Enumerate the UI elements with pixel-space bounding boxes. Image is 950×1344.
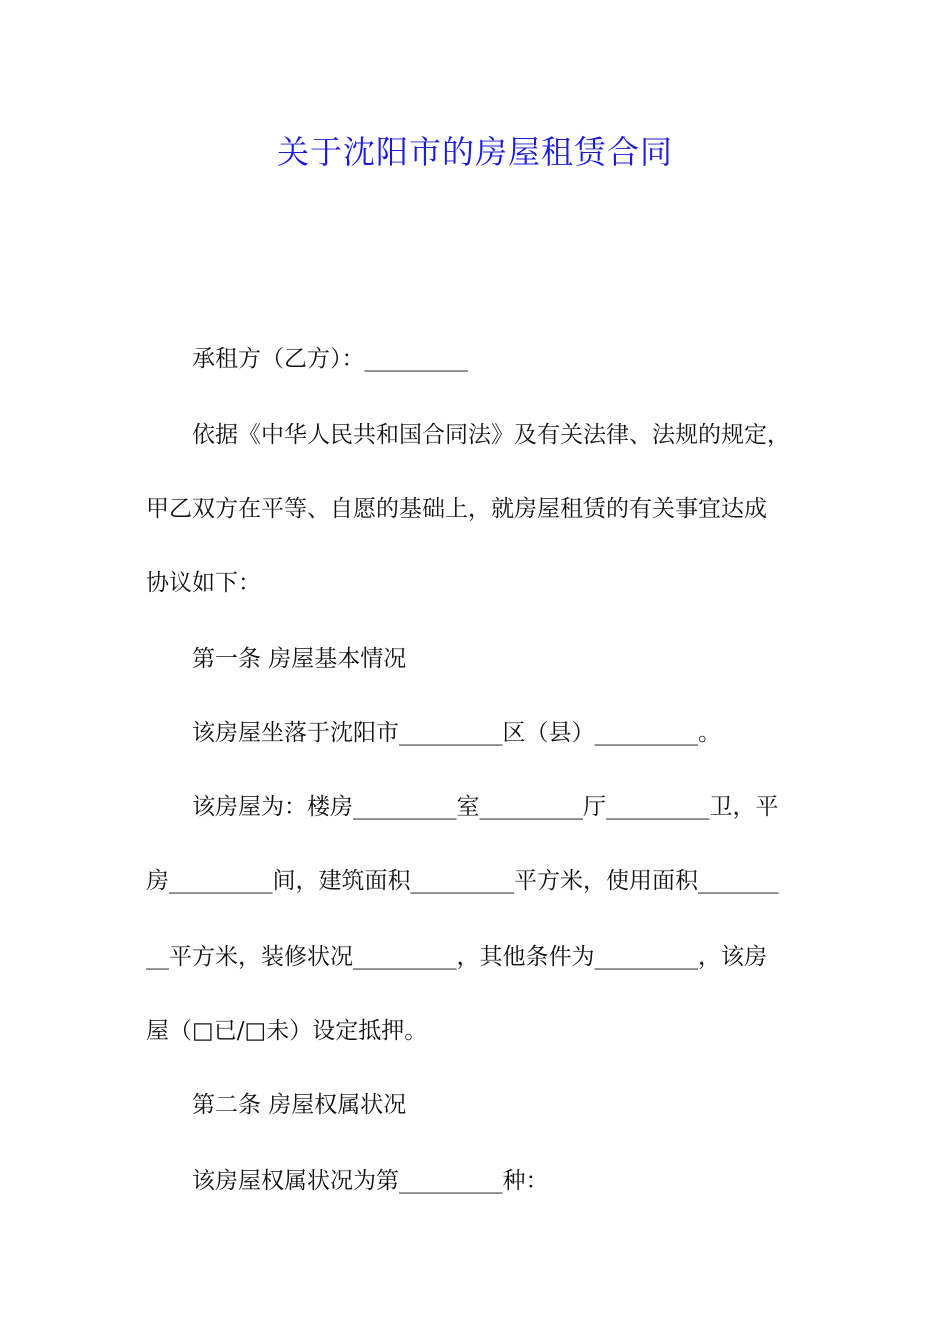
house-layout-line-1: 该房屋为：楼房_________室_________厅_________卫，平 (192, 794, 779, 820)
tenant-party-line: 承租方（乙方）：_________ (192, 346, 468, 372)
article-1-heading: 第一条 房屋基本情况 (192, 646, 407, 672)
basis-paragraph-line-3: 协议如下： (146, 570, 261, 596)
basis-paragraph-line-2: 甲乙双方在平等、自愿的基础上，就房屋租赁的有关事宜达成 (146, 496, 767, 522)
article-2-heading: 第二条 房屋权属状况 (192, 1092, 407, 1118)
document-title: 关于沈阳市的房屋租赁合同 (276, 133, 673, 171)
ownership-status-line: 该房屋权属状况为第_________种： (192, 1168, 549, 1194)
house-layout-line-2: 房_________间，建筑面积_________平方米，使用面积_______ (146, 868, 779, 894)
house-layout-line-3: __平方米，装修状况_________，其他条件为_________，该房 (146, 944, 767, 970)
house-layout-line-4: 屋（□已/□未）设定抵押。 (146, 1018, 428, 1044)
house-location-line: 该房屋坐落于沈阳市_________区（县）_________。 (192, 720, 721, 746)
basis-paragraph-line-1: 依据《中华人民共和国合同法》及有关法律、法规的规定， (192, 422, 790, 448)
